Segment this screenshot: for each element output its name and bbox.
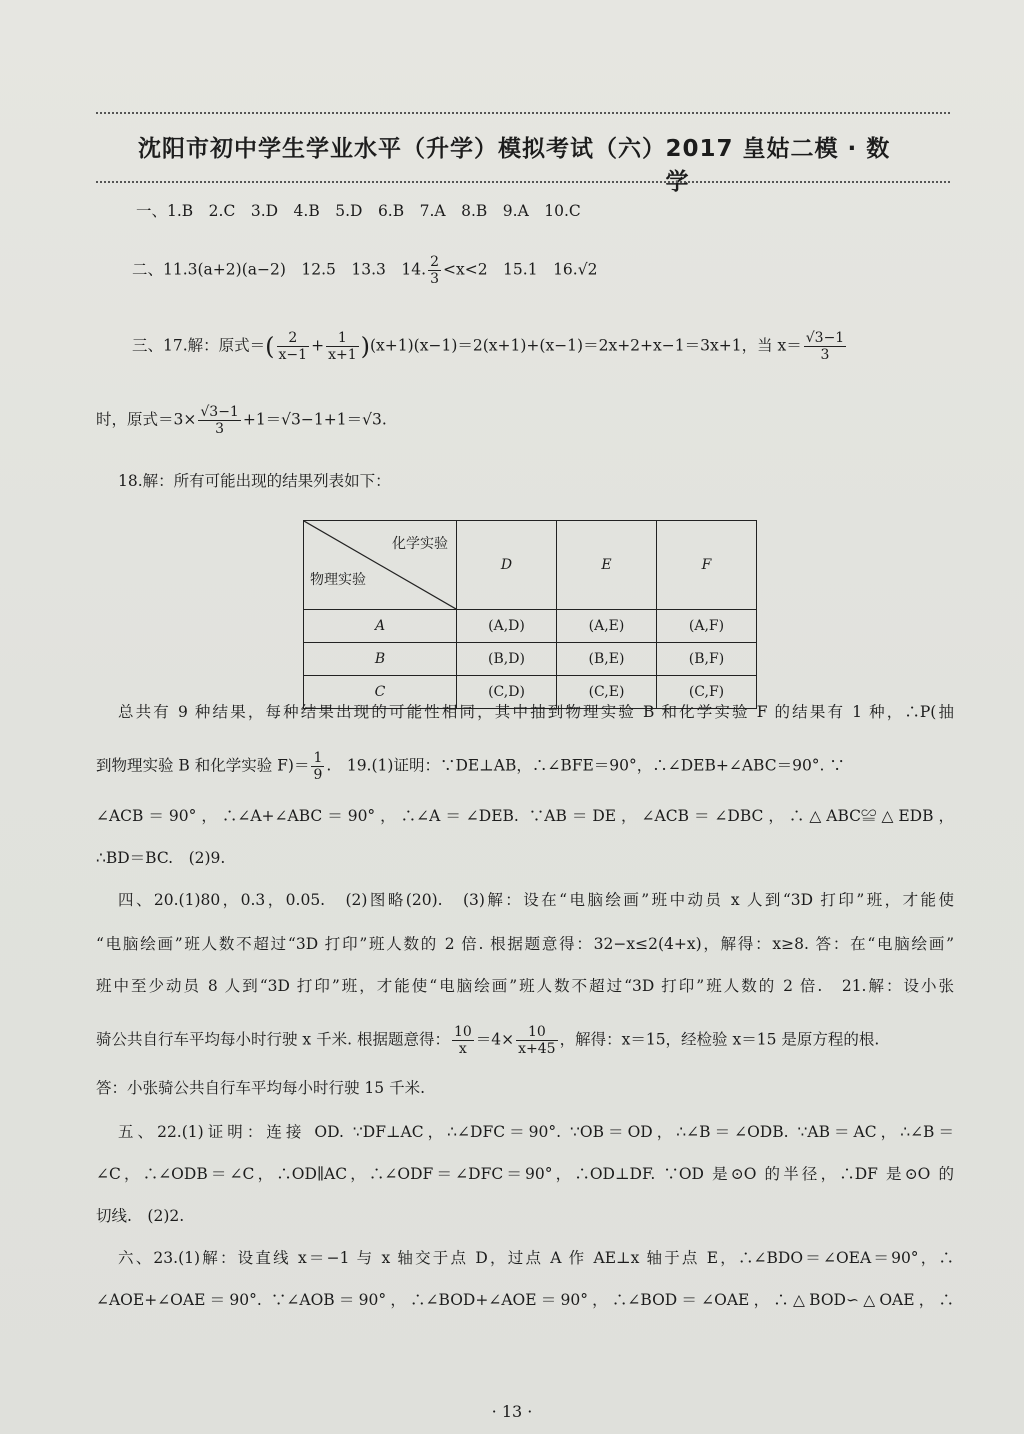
q17-frac2 [326,330,359,363]
s4-line3: 班中至少动员 8 人到“3D 打印”班，才能使“电脑绘画”班人数不超过“3D 打印”班人数的 2 倍. 21.解：设小张 [96,977,954,995]
q18-intro: 18.解：所有可能出现的结果列表如下： [118,472,391,490]
frac-den: 3 [215,421,225,437]
col-header-e: E [557,521,657,610]
paren-close: ) [360,332,370,361]
table-header-row [304,521,757,610]
s4-frac2 [516,1024,557,1057]
s6-line1: 六、23.(1)解：设直线 x＝−1 与 x 轴交于点 D，过点 A 作 AE⊥x 轴于点 E，∴∠BDO＝∠OEA＝90°，∴ [118,1249,954,1267]
frac-num: 10 [453,1024,472,1040]
q17-frac4 [198,404,240,437]
s4-mid: ＝4× [475,1030,515,1049]
q18-line2-b: . 19.(1)证明：∵DE⊥AB，∴∠BFE＝90°，∴∠DEB+∠ABC＝90°. ∵ [326,756,845,775]
col-header-f: F [657,521,757,610]
q18-line2-a: 到物理实验 B 和化学实验 F)＝ [96,756,310,775]
frac-den: 9 [313,767,323,783]
q18-line4: ∴BD＝BC. (2)9. [96,849,226,867]
table-row [304,643,757,676]
q18-line2 [96,750,954,783]
frac-num: 2 [430,254,439,270]
plus-sign: + [311,336,325,355]
q18-line3: ∠ACB＝90°，∴∠A+∠ABC＝90°，∴∠A＝∠DEB. ∵AB＝DE，∠ACB＝∠DBC，∴△ABC≌△EDB， [96,807,954,825]
q17-line1 [132,330,990,363]
frac-den: 3 [430,271,439,287]
q17-frac3 [804,330,846,363]
s4-line4-a: 骑公共自行车平均每小时行驶 x 千米. 根据题意得： [96,1030,450,1049]
row-label-b: B [304,643,457,676]
section2-part-a: 二、11.3(a+2)(a−2) 12.5 13.3 14. [132,260,427,279]
results-table [303,520,757,709]
table-cell: (B,D) [457,643,557,676]
table-cell: (A,F) [657,610,757,643]
frac-num: 2 [277,330,310,347]
q17-part-b: (x+1)(x−1)＝2(x+1)+(x−1)＝2x+2+x−1＝3x+1，当 x＝ [370,336,802,355]
s4-line2: “电脑绘画”班人数不超过“3D 打印”班人数的 2 倍. 根据题意得：32−x≤2(4+x)，解得：x≥8. 答：在“电脑绘画” [96,935,954,953]
table-corner-cell [304,521,457,610]
page-title [96,130,950,196]
header-chem: 化学实验 [392,536,448,552]
s5-line3: 切线. (2)2. [96,1207,185,1225]
table-cell: (A,E) [557,610,657,643]
bottom-dotted-rule [96,181,950,183]
frac-num: √3−1 [200,404,239,420]
table-cell: (B,E) [557,643,657,676]
paren-open: ( [265,332,275,361]
q17-line2-b: +1＝√3−1+1＝√3. [242,410,387,429]
fraction-two-thirds [428,254,441,287]
s4-line4-b: ，解得：x＝15，经检验 x＝15 是原方程的根. [559,1030,880,1049]
table-cell: (A,D) [457,610,557,643]
s4-line1: 四、20.(1)80，0.3，0.05. (2)图略(20). (3)解：设在“电脑绘画”班中动员 x 人到“3D 打印”班，才能使 [118,891,954,909]
page-number: · 13 · [491,1402,533,1421]
title-right: 2017 皇姑二模 · 数学 [665,136,891,195]
frac-num: √3−1 [805,330,845,346]
table-cell: (C,E) [557,676,657,709]
table-row [304,610,757,643]
table-cell: (B,F) [657,643,757,676]
q17-line2-a: 时，原式＝3× [96,410,197,429]
frac-num: 1 [313,750,323,766]
frac-den: 3 [820,347,830,363]
s4-frac1 [452,1024,474,1057]
header-phys: 物理实验 [310,572,366,588]
s4-line4 [96,1024,954,1057]
frac-den: x+45 [518,1041,556,1057]
q18-frac [311,750,324,783]
s6-line2: ∠AOE+∠OAE＝90°. ∵∠AOB＝90°，∴∠BOD+∠AOE＝90°，∴∠BOD＝∠OAE，∴△BOD∽△OAE，∴ [96,1291,954,1309]
section2-part-b: <x<2 15.1 16.√2 [442,260,598,279]
row-label-a: A [304,610,457,643]
frac-num: 1 [326,330,359,347]
table-cell: (C,D) [457,676,557,709]
title-left: 沈阳市初中学生学业水平（升学）模拟考试（六） [138,136,666,162]
row-label-c: C [304,676,457,709]
table-cell: (C,F) [657,676,757,709]
section1-answers: 一、1.B 2.C 3.D 4.B 5.D 6.B 7.A 8.B 9.A 10.C [136,202,581,220]
frac-den: x+1 [328,347,357,363]
frac-den: x [458,1041,467,1057]
section2-answers [132,254,990,287]
top-dotted-rule [96,112,950,114]
q17-frac1 [277,330,310,363]
frac-num: 10 [516,1024,557,1041]
q17-part-a: 三、17.解：原式＝ [132,336,266,355]
s4-line5: 答：小张骑公共自行车平均每小时行驶 15 千米. [96,1079,426,1097]
q17-line2 [96,404,954,437]
s5-line1: 五、22.(1)证明：连接 OD. ∵DF⊥AC，∴∠DFC＝90°. ∵OB＝OD，∴∠B＝∠ODB. ∵AB＝AC，∴∠B＝ [118,1123,954,1141]
q18-line1: 总共有 9 种结果，每种结果出现的可能性相同，其中抽到物理实验 B 和化学实验 F 的结果有 1 种，∴P(抽 [118,703,954,721]
col-header-d: D [457,521,557,610]
s5-line2: ∠C，∴∠ODB＝∠C，∴OD∥AC，∴∠ODF＝∠DFC＝90°，∴OD⊥DF. ∵OD 是⊙O 的半径，∴DF 是⊙O 的 [96,1165,954,1183]
frac-den: x−1 [278,347,308,363]
